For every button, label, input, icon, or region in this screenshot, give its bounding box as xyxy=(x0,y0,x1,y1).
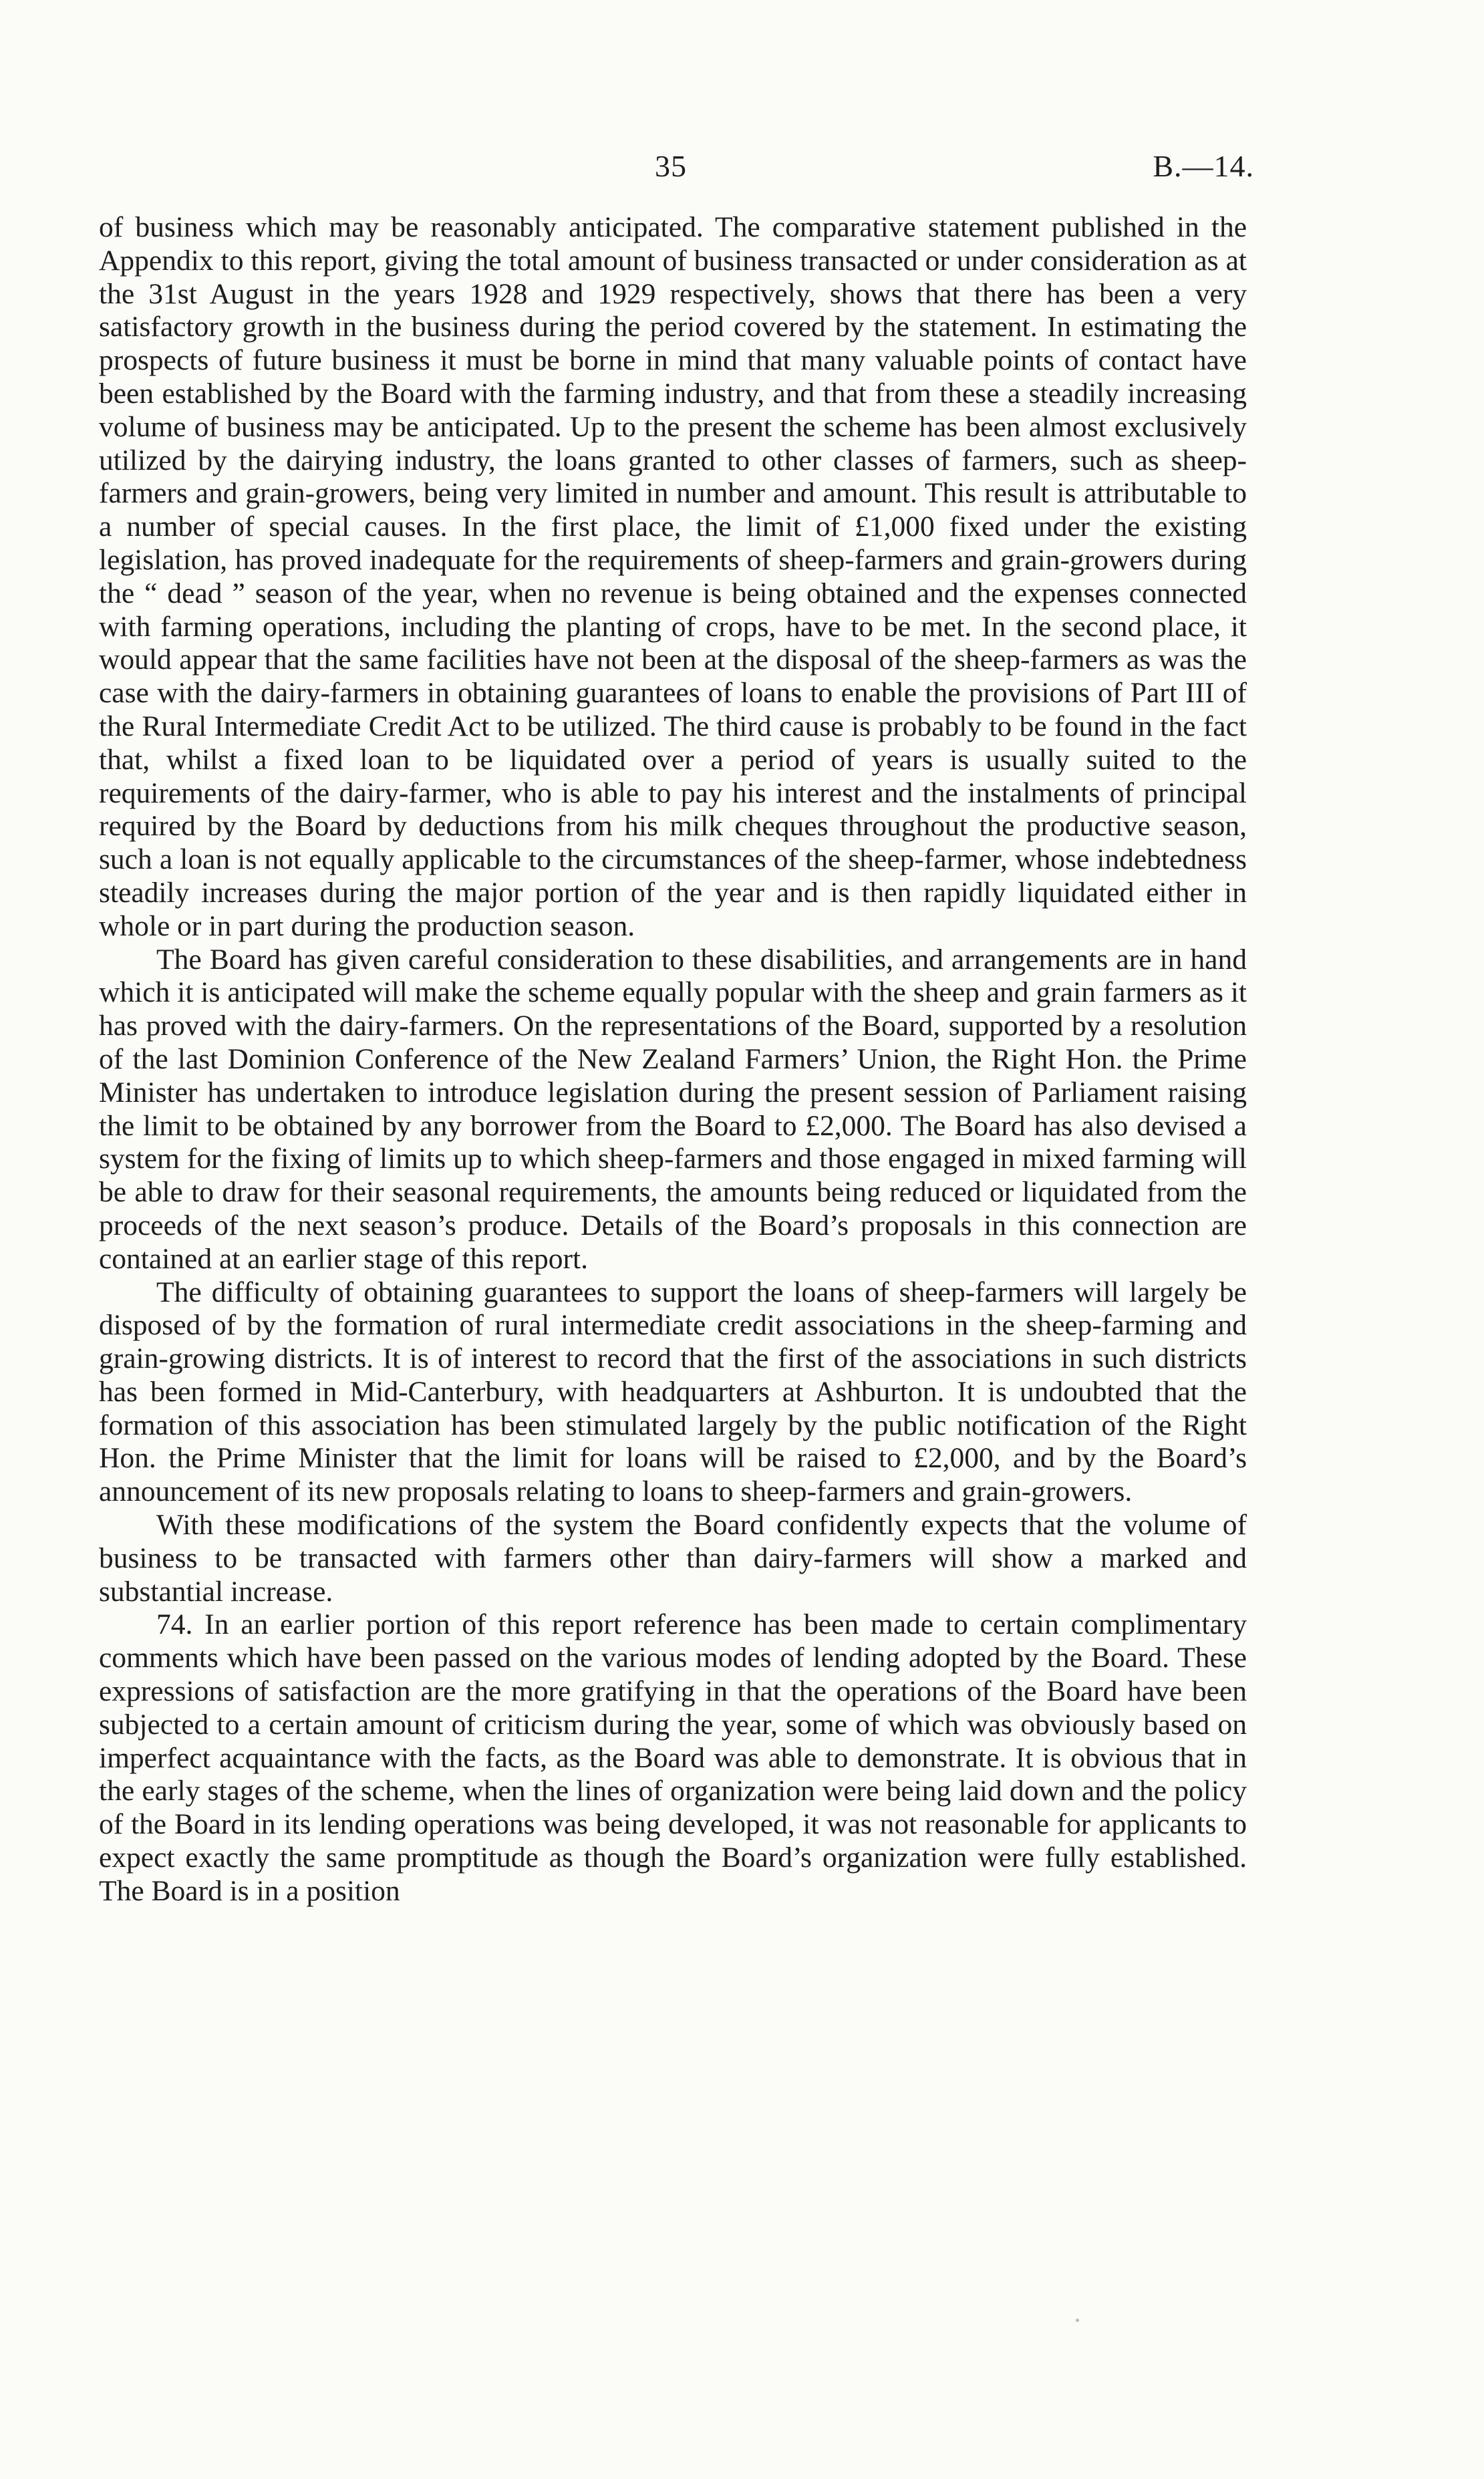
section-74-text: In an earlier portion of this report reference has been made to certain complimentary comments which have been passed on the various modes of lending adopted by the Board. These expressions of satisfaction are the more gratifying in that the operations of the Board have been subjected to a certain amount of criticism during the year, some of which was obviously based on imperfect acquaintance with the facts, as the Board was able to demonstrate. It is obvious that in the early stages of the scheme, when the lines of organization were being laid down and the policy of the Board in its lending operations was being developed, it was not reasonable for applicants to expect exactly the same promptitude as though the Board’s organization were fully established. The Board is in a position xyxy=(99,1608,1247,1907)
paragraph-board-consideration: The Board has given careful consideration to these disabilities, and arrangements are in hand which it is anticipated will make the scheme equally popular with the sheep and grain farmers as it has proved with the dairy-farmers. On the representations of the Board, supported by a resolution of the last Dominion Conference of the New Zealand Farmers’ Union, the Right Hon. the Prime Minister has undertaken to introduce legislation during the present session of Parliament raising the limit to be obtained by any borrower from the Board to £2,000. The Board has also devised a system for the fixing of limits up to which sheep-farmers and those engaged in mixed farming will be able to draw for their seasonal requirements, the amounts being reduced or liquidated from the proceeds of the next season’s produce. Details of the Board’s proposals in this connection are contained at an earlier stage of this report. xyxy=(99,943,1247,1275)
page-number: 35 xyxy=(655,149,687,183)
paragraph-continuation: of business which may be reasonably anticipated. The comparative statement published in the Appendix to this report, giving the total amount of business transacted or under consideration as at the 31st August in the years 1928 and 1929 respectively, shows that there has been a very satisfactory growth in the business during the period covered by the statement. In estimating the prospects of future business it must be borne in mind that many valuable points of contact have been established by the Board with the farming industry, and that from these a steadily increasing volume of business may be anticipated. Up to the present the scheme has been almost exclusively utilized by the dairying industry, the loans granted to other classes of farmers, such as sheep-farmers and grain-growers, being very limited in number and amount. This result is attributable to a number of special causes. In the first place, the limit of £1,000 fixed under the existing legislation, has proved inadequate for the requirements of sheep-farmers and grain-growers during the “ dead ” season of the year, when no revenue is being obtained and the expenses connected with farming operations, including the planting of crops, have to be met. In the second place, it would appear that the same facilities have not been at the disposal of the sheep-farmers as was the case with the dairy-farmers in obtaining guarantees of loans to enable the provisions of Part III of the Rural Intermediate Credit Act to be utilized. The third cause is probably to be found in the fact that, whilst a fixed loan to be liquidated over a period of years is usually suited to the requirements of the dairy-farmer, who is able to pay his interest and the instalments of principal required by the Board by deductions from his milk cheques throughout the productive season, such a loan is not equally applicable to the circumstances of the sheep-farmer, whose indebtedness steadily increases during the major portion of the year and is then rapidly liquidated either in whole or in part during the production season. xyxy=(99,211,1247,942)
paragraph-guarantees: The difficulty of obtaining guarantees to support the loans of sheep-farmers will largely be disposed of by the formation of rural intermediate credit associations in the sheep-farming and grain-growing districts. It is of interest to record that the first of the associations in such districts has been formed in Mid-Canterbury, with headquarters at Ashburton. It is undoubted that the formation of this association has been stimulated largely by the public notification of the Right Hon. the Prime Minister that the limit for loans will be raised to £2,000, and by the Board’s announcement of its new proposals relating to loans to sheep-farmers and grain-growers. xyxy=(99,1276,1247,1508)
body-text xyxy=(99,211,1247,1908)
document-reference: B.—14. xyxy=(1153,149,1254,183)
section-number: 74. xyxy=(156,1608,193,1641)
page-header xyxy=(0,148,1484,195)
paragraph-74 xyxy=(99,1608,1247,1908)
paragraph-modifications: With these modifications of the system the Board confidently expects that the volume of business to be transacted with farmers other than dairy-farmers will show a marked and substantial increase. xyxy=(99,1509,1247,1608)
scan-speck xyxy=(1076,2319,1079,2322)
